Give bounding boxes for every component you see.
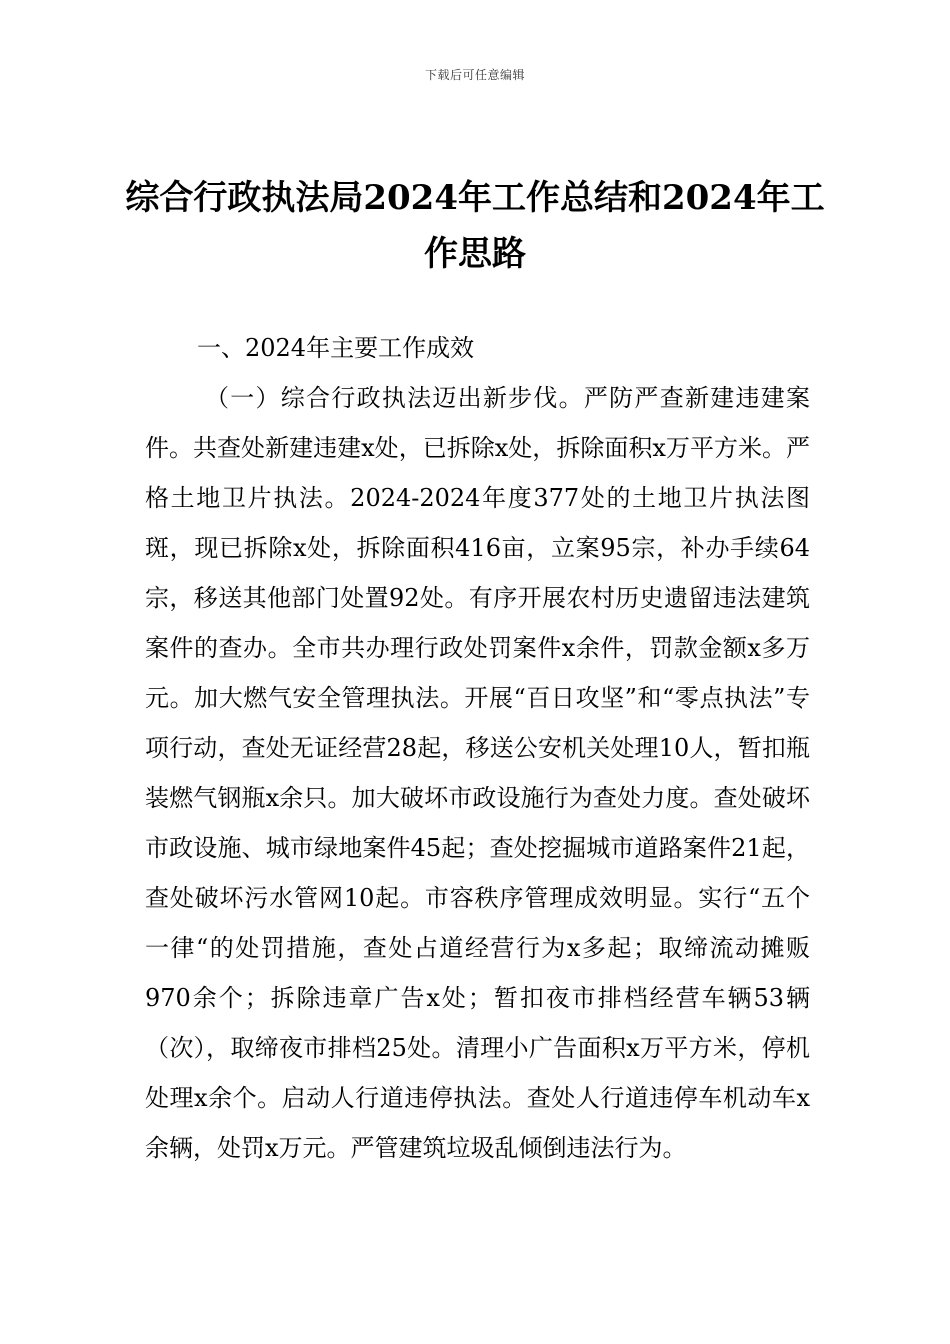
section-heading: 一、2024年主要工作成效: [197, 334, 475, 362]
document-body: [145, 323, 810, 1173]
body-paragraph: （一）综合行政执法迈出新步伐。严防严查新建违建案件。共查处新建违建x处，已拆除x处，拆除面积x万平方米。严格土地卫片执法。2024-2024年度377处的土地卫片执法图斑，现已拆除x处，拆除面积416亩，立案95宗，补办手续64宗，移送其他部门处置92处。有序开展农村历史遗留违法建筑案件的查办。全市共办理行政处罚案件x余件，罚款金额x多万元。加大燃气安全管理执法。开展“百日攻坚”和“零点执法”专项行动，查处无证经营28起，移送公安机关处理10人，暂扣瓶装燃气钢瓶x余只。加大破坏市政设施行为查处力度。查处破坏市政设施、城市绿地案件45起；查处挖掘城市道路案件21起，查处破坏污水管网10起。市容秩序管理成效明显。实行“五个一律“的处罚措施，查处占道经营行为x多起；取缔流动摊贩970余个；拆除违章广告x处；暂扣夜市排档经营车辆53辆（次），取缔夜市排档25处。清理小广告面积x万平方米，停机处理x余个。启动人行道违停执法。查处人行道违停车机动车x余辆，处罚x万元。严管建筑垃圾乱倾倒违法行为。: [145, 384, 810, 1162]
document-title: 综合行政执法局2024年工作总结和2024年工作思路: [125, 178, 825, 274]
header-note: 下载后可任意编辑: [424, 68, 525, 82]
